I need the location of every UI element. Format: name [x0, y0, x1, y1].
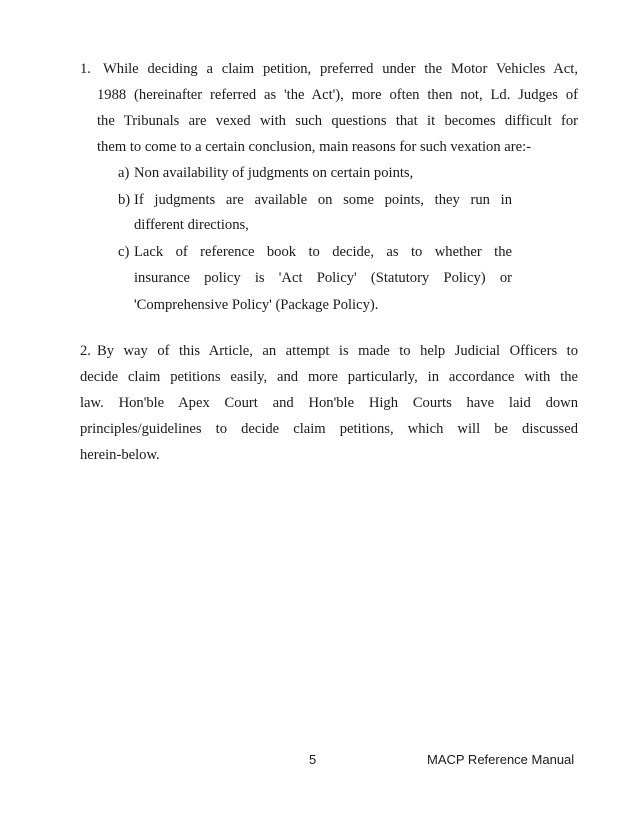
page-number: 5 [309, 752, 317, 767]
paragraph-1-marker: 1. [80, 61, 91, 77]
subitem-c-line-2: insurance policy is 'Act Policy' (Statutory Policy) or [134, 270, 512, 286]
paragraph-1-line-3: the Tribunals are vexed with such questions that it becomes difficult for [97, 113, 578, 129]
paragraph-2-line-5: herein-below. [80, 447, 160, 463]
subitem-c-marker: c) [118, 244, 130, 260]
subitem-b-line-2: different directions, [134, 217, 249, 233]
paragraph-1-line-2: 1988 (hereinafter referred as 'the Act'), more often then not, Ld. Judges of [97, 87, 578, 103]
subitem-b-line-1: If judgments are available on some points, they run in [134, 192, 512, 208]
subitem-c-line-1: Lack of reference book to decide, as to whether the [134, 244, 512, 260]
subitem-a-marker: a) [118, 165, 130, 181]
paragraph-2-marker: 2. [80, 343, 91, 359]
paragraph-1-line-4: them to come to a certain conclusion, main reasons for such vexation are:- [97, 139, 532, 155]
paragraph-2-line-1: By way of this Article, an attempt is made to help Judicial Officers to [97, 343, 578, 359]
paragraph-2-line-4: principles/guidelines to decide claim petitions, which will be discussed [80, 421, 578, 437]
paragraph-2-line-3: law. Hon'ble Apex Court and Hon'ble High Courts have laid down [80, 395, 578, 411]
subitem-c-line-3: 'Comprehensive Policy' (Package Policy). [134, 297, 379, 313]
paragraph-1-line-1: While deciding a claim petition, preferred under the Motor Vehicles Act, [103, 61, 578, 77]
footer-title: MACP Reference Manual [427, 752, 575, 767]
paragraph-2-line-2: decide claim petitions easily, and more particularly, in accordance with the [80, 369, 578, 385]
subitem-a-line-1: Non availability of judgments on certain points, [134, 165, 414, 181]
subitem-b-marker: b) [118, 192, 131, 208]
